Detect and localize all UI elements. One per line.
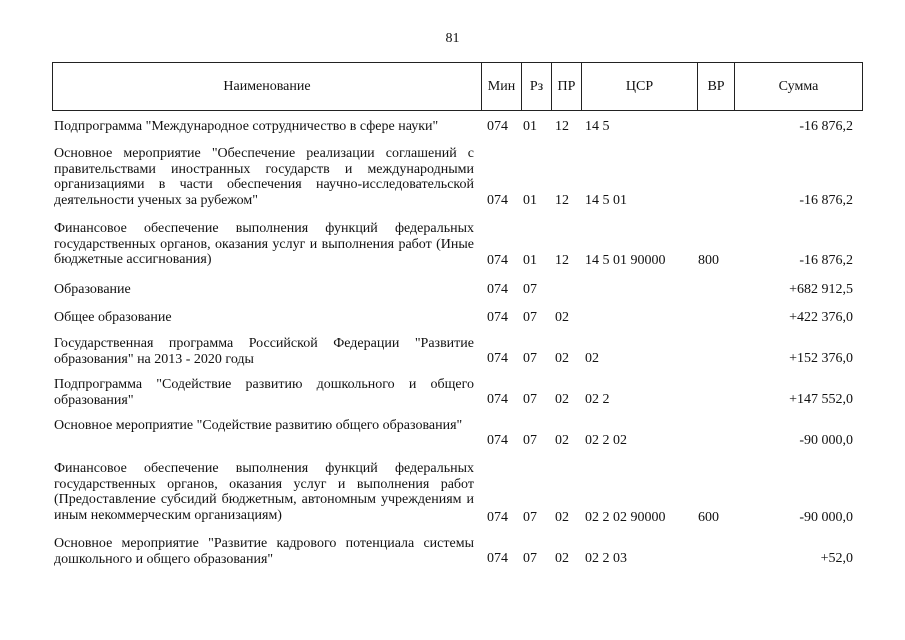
row-pr: 02: [555, 310, 569, 325]
header-pr: ПР: [551, 63, 581, 110]
header-sum: Сумма: [734, 63, 862, 110]
row-pr: 02: [555, 510, 569, 525]
row-min: 074: [487, 282, 508, 297]
row-min: 074: [487, 193, 508, 208]
row-name: Основное мероприятие "Обеспечение реализации соглашений с правительствами иностранных государств и международными организациями в части обеспечения научно-исследовательской деятельности ученых за рубежом": [54, 146, 474, 208]
header-rz: Рз: [521, 63, 551, 110]
row-min: 074: [487, 351, 508, 366]
page-number: 81: [445, 31, 460, 46]
row-sum: -90 000,0: [799, 433, 853, 448]
row-name: Основное мероприятие "Развитие кадрового потенциала системы дошкольного и общего образования": [54, 536, 474, 567]
row-rz: 07: [523, 551, 537, 566]
row-rz: 07: [523, 392, 537, 407]
header-csr: ЦСР: [581, 63, 697, 110]
row-pr: 02: [555, 433, 569, 448]
row-name: Финансовое обеспечение выполнения функций федеральных государственных органов, оказания услуг и выполнения работ (Иные бюджетные ассигнования): [54, 221, 474, 268]
row-pr: 12: [555, 253, 569, 268]
row-pr: 12: [555, 119, 569, 134]
row-rz: 01: [523, 253, 537, 268]
row-name: Государственная программа Российской Федерации "Развитие образования" на 2013 - 2020 годы: [54, 336, 474, 367]
row-rz: 07: [523, 433, 537, 448]
row-rz: 07: [523, 282, 537, 297]
row-csr: 14 5 01 90000: [585, 253, 666, 268]
row-pr: 02: [555, 392, 569, 407]
row-csr: 02 2 03: [585, 551, 627, 566]
row-sum: -16 876,2: [799, 253, 853, 268]
row-rz: 01: [523, 119, 537, 134]
row-csr: 02: [585, 351, 599, 366]
row-name: Образование: [54, 282, 131, 297]
row-min: 074: [487, 119, 508, 134]
row-csr: 02 2 02 90000: [585, 510, 666, 525]
header-name: Наименование: [223, 79, 311, 94]
row-sum: +682 912,5: [789, 282, 853, 297]
row-min: 074: [487, 310, 508, 325]
row-name: Подпрограмма "Международное сотрудничество в сфере науки": [54, 119, 439, 134]
row-sum: +147 552,0: [789, 392, 853, 407]
row-sum: -16 876,2: [799, 119, 853, 134]
row-csr: 14 5: [585, 119, 610, 134]
row-name: Общее образование: [54, 310, 172, 325]
row-sum: +152 376,0: [789, 351, 853, 366]
header-vr: ВР: [697, 63, 734, 110]
row-rz: 01: [523, 193, 537, 208]
row-min: 074: [487, 392, 508, 407]
row-min: 074: [487, 510, 508, 525]
row-name: Подпрограмма "Содействие развитию дошкольного и общего образования": [54, 377, 474, 408]
row-csr: 02 2 02: [585, 433, 627, 448]
row-sum: -16 876,2: [799, 193, 853, 208]
row-rz: 07: [523, 310, 537, 325]
row-min: 074: [487, 551, 508, 566]
row-pr: 02: [555, 551, 569, 566]
row-name: Основное мероприятие "Содействие развитию общего образования": [54, 418, 463, 433]
row-name: Финансовое обеспечение выполнения функций федеральных государственных органов, оказания услуг и выполнения работ (Предоставление субсидий бюджетным, автономным учреждениям и иным некоммерческим организациям): [54, 461, 474, 523]
row-min: 074: [487, 433, 508, 448]
header-min: Мин: [481, 63, 521, 110]
row-rz: 07: [523, 510, 537, 525]
row-pr: 12: [555, 193, 569, 208]
row-vr: 600: [698, 510, 719, 525]
row-csr: 02 2: [585, 392, 610, 407]
row-sum: +422 376,0: [789, 310, 853, 325]
row-csr: 14 5 01: [585, 193, 627, 208]
row-vr: 800: [698, 253, 719, 268]
row-pr: 02: [555, 351, 569, 366]
row-sum: -90 000,0: [799, 510, 853, 525]
row-rz: 07: [523, 351, 537, 366]
row-min: 074: [487, 253, 508, 268]
row-sum: +52,0: [820, 551, 853, 566]
